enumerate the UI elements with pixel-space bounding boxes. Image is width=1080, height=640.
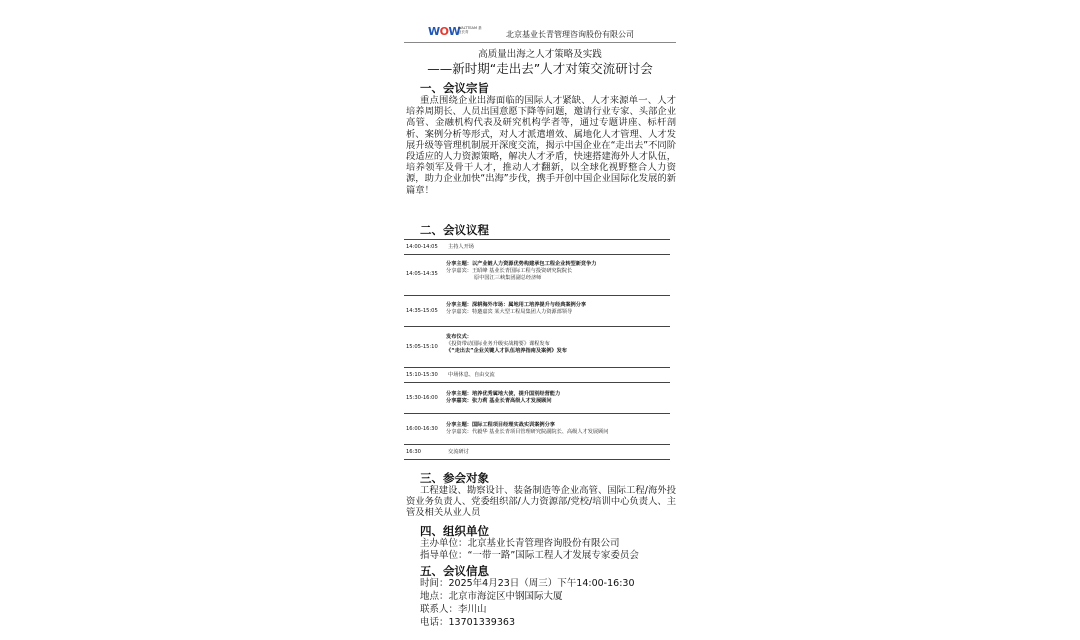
agenda-topic: 分享主题：以产业链人力资源优势构建承包工程企业转型新竞争力 (446, 261, 597, 267)
agenda-speaker-title: 原中国江三峡集团副总经济师 (474, 275, 542, 281)
agenda-time: 15:05-15:10 (406, 344, 438, 350)
agenda-release: 《“走出去”企业关键人才队伍培养指南及案例》发布 (446, 348, 567, 354)
agenda-item: 中场休息、自由交流 (448, 372, 495, 378)
section-heading-organizers: 四、组织单位 (420, 524, 489, 538)
logo-subtext: WALTTEAM 基业长青 (458, 26, 482, 34)
agenda-row (404, 239, 670, 254)
agenda-topic: 分享主题：培养优秀属地大使，提升国别经营能力 (446, 391, 561, 397)
agenda-time: 14:00-14:05 (406, 244, 438, 250)
agenda-row (404, 295, 670, 326)
agenda-speaker: 分享嘉宾：王昭峰 基业长青国际工程与投资研究院院长 (446, 268, 573, 274)
agenda-time: 15:10-15:30 (406, 372, 438, 378)
purpose-paragraph: 重点围绕企业出海面临的国际人才紧缺、人才来源单一、人才培养周期长、人员出国意愿下降等问题，邀请行业专家、头部企业高管、金融机构代表及研究机构学者等，通过专题讲座、标杆剖析、案例分析等形式，对人才派遣增效、属地化人才管理、人才发展升级等管理机制展开深度交流，揭示中国企业在“走出去”不同阶段适应的人力资源策略，解决人才矛盾，快速搭建海外人才队伍，培养领军及骨干人才，推动人才翻新，以全球化视野整合人力资源，助力企业加快“出海”步伐，携手开创中国企业国际化发展的新篇章！ (406, 95, 676, 196)
page-header (404, 22, 676, 43)
document-title: ——新时期“走出去”人才对策交流研讨会 (427, 61, 653, 76)
agenda-time: 16:00-16:30 (406, 426, 438, 432)
agenda-release: 《投资带动国际业务升级实战精要》课程发布 (446, 341, 550, 347)
logo-mark: WOW (428, 25, 461, 38)
section-heading-agenda: 二、会议议程 (420, 223, 489, 237)
agenda-row (404, 413, 670, 444)
agenda-time: 14:05-14:35 (406, 271, 438, 277)
agenda-speaker: 分享嘉宾：特邀嘉宾 某大型工程局集团人力资源部领导 (446, 309, 573, 315)
agenda-speaker: 分享嘉宾：张力莉 基业长青高级人才发展顾问 (446, 398, 552, 404)
company-name: 北京基业长青管理咨询股份有限公司 (506, 30, 634, 39)
document-page (404, 22, 676, 634)
section-heading-info: 五、会议信息 (420, 564, 489, 578)
meeting-place: 地点：北京市海淀区中钢国际大厦 (420, 591, 563, 602)
agenda-item: 主持人开场 (448, 244, 474, 250)
agenda-row (404, 254, 670, 295)
section-heading-audience: 三、参会对象 (420, 471, 489, 485)
agenda-ceremony: 发布仪式： (446, 334, 472, 340)
document-subtitle: 高质量出海之人才策略及实践 (478, 49, 602, 60)
agenda-speaker: 分享嘉宾：代毅华 基业长青项目管理研究院副院长、高级人才发展顾问 (446, 429, 609, 435)
meeting-phone: 电话：13701339363 (420, 617, 515, 628)
meeting-contact: 联系人：李川山 (420, 604, 487, 615)
organizer-host: 主办单位：北京基业长青管理咨询股份有限公司 (420, 538, 620, 549)
organizer-guide: 指导单位：“一带一路”国际工程人才发展专家委员会 (420, 550, 639, 561)
agenda-table (404, 239, 670, 460)
agenda-topic: 分享主题：深耕海外市场：属地用工培养提升与经典案例分享 (446, 302, 587, 308)
section-heading-purpose: 一、会议宗旨 (420, 81, 489, 95)
agenda-item: 交流研讨 (448, 449, 469, 455)
agenda-row (404, 444, 670, 460)
agenda-row (404, 367, 670, 382)
agenda-time: 15:30-16:00 (406, 395, 438, 401)
agenda-time: 16:30 (406, 449, 421, 455)
agenda-time: 14:35-15:05 (406, 308, 438, 314)
audience-paragraph: 工程建设、勘察设计、装备制造等企业高管、国际工程/海外投资业务负责人、党委组织部/人力资源部/党校/培训中心负责人、主管及相关从业人员 (406, 485, 676, 519)
meeting-time: 时间：2025年4月23日（周三）下午14:00-16:30 (420, 578, 635, 589)
agenda-topic: 分享主题：国际工程项目经理实战实训案例分享 (446, 422, 555, 428)
agenda-row (404, 382, 670, 413)
agenda-row (404, 326, 670, 367)
